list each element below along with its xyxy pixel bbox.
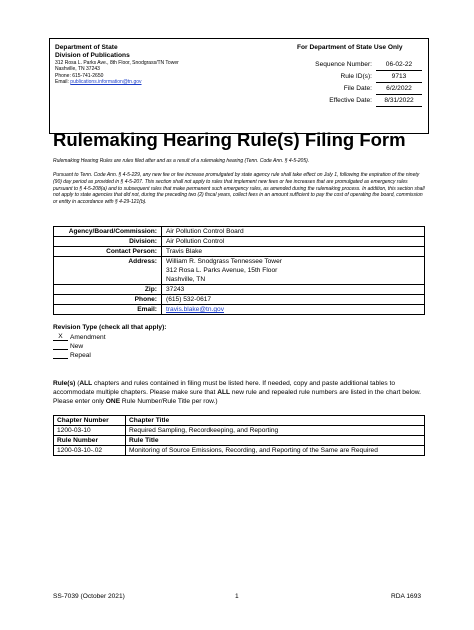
rules-text-3: new rule and repealed rule numbers are listed in the chart below. Please enter only — [53, 388, 421, 405]
contact-email-link[interactable]: travis.blake@tn.gov — [166, 306, 225, 313]
rules-text-4: Rule Number/Rule Title per row.) — [120, 397, 218, 405]
publications-phone: Phone: 615-741-2650 — [55, 72, 104, 79]
publications-address: 312 Rosa L. Parks Ave., 8th Floor, Snodgrass/TN Tower — [55, 60, 179, 66]
agency-contact-table — [53, 226, 425, 315]
department-name: Department of State — [55, 44, 118, 51]
rules-one: ONE — [105, 397, 121, 405]
phone-value[interactable]: (615) 532-0617 — [162, 295, 425, 305]
division-row — [54, 237, 425, 247]
email-value[interactable] — [162, 305, 425, 315]
email-row — [54, 305, 425, 315]
chapter-title-cell[interactable]: Required Sampling, Recordkeeping, and Reporting — [126, 426, 425, 436]
rule-id-value[interactable]: 9713 — [376, 73, 422, 83]
revision-type-title: Revision Type (check all that apply): — [53, 324, 167, 331]
intro-note: Rulemaking Hearing Rules are rules filed after and as a result of a rulemaking hearing (Tenn. Code Ann. § 4-5-205). — [53, 158, 310, 164]
effective-date-value[interactable]: 8/31/2022 — [376, 97, 422, 107]
form-title: Rulemaking Hearing Rule(s) Filing Form — [53, 129, 406, 150]
rule-number-header: Rule Number — [54, 436, 126, 446]
zip-label: Zip: — [54, 285, 162, 295]
address-label: Address: — [54, 257, 162, 285]
revision-amendment[interactable] — [53, 333, 203, 342]
chapter-number-header: Chapter Number — [54, 416, 126, 426]
repeal-checkbox[interactable] — [53, 351, 68, 359]
sequence-number-value[interactable]: 06-02-22 — [376, 61, 422, 71]
email-label: Email: — [54, 305, 162, 315]
sequence-number-row — [260, 61, 422, 73]
state-use-only-title: For Department of State Use Only — [297, 44, 403, 51]
address-line-1: William R. Snodgrass Tennessee Tower — [166, 258, 282, 265]
amendment-checkbox[interactable]: X — [53, 333, 68, 341]
agency-value[interactable]: Air Pollution Control Board — [162, 227, 425, 237]
division-name: Division of Publications — [55, 52, 130, 59]
repeal-label: Repeal — [70, 352, 91, 359]
address-row — [54, 257, 425, 285]
amendment-label: Amendment — [70, 334, 106, 341]
rule-header-row — [54, 436, 425, 446]
contact-person-row — [54, 247, 425, 257]
address-value[interactable] — [162, 257, 425, 285]
effective-date-label: Effective Date: — [329, 97, 372, 104]
revision-new[interactable] — [53, 342, 203, 351]
chapter-row — [54, 426, 425, 436]
address-line-3: Nashville, TN — [166, 276, 206, 283]
rule-row — [54, 446, 425, 456]
chapter-number-cell[interactable]: 1200-03-10 — [54, 426, 126, 436]
chapter-title-header: Chapter Title — [126, 416, 425, 426]
agency-row — [54, 227, 425, 237]
effective-date-row — [260, 97, 422, 109]
rule-title-header: Rule Title — [126, 436, 425, 446]
fee-statute-paragraph: Pursuant to Tenn. Code Ann. § 4-5-229, any new fee or fee increase promulgated by state agency rule shall take effect on July 1, following the expiration of the ninety (90) day period as provided in § 4-5-207. This section shall not apply to rules that implement new fees or fee increases that are promulgated as emergency rules pursuant to § 4-5-208(a) and to subsequent rules that make permanent such emergency rules, as amended during the rulemaking process. In addition, this section shall not apply to state agencies that did not, during the preceding two (2) fiscal years, collect fees in an amount sufficient to pay the cost of operating the board, commission or entity in accordance with § 4-29-121(b). — [53, 172, 425, 206]
publications-email-link[interactable]: publications.information@tn.gov — [70, 78, 142, 85]
rule-id-label: Rule ID(s): — [340, 73, 372, 80]
rules-word: Rule(s) — [53, 380, 76, 387]
publications-email — [55, 79, 245, 85]
new-checkbox[interactable] — [53, 342, 68, 350]
phone-label: Phone: — [54, 295, 162, 305]
publications-email-label: Email: — [55, 78, 69, 85]
phone-row — [54, 295, 425, 305]
rule-title-cell[interactable]: Monitoring of Source Emissions, Recording, and Reporting of the Same are Required — [126, 446, 425, 456]
revision-repeal[interactable] — [53, 351, 203, 360]
rule-id-row — [260, 73, 422, 85]
publications-city: Nashville, TN 37243 — [55, 66, 100, 73]
publications-contact-block — [55, 44, 245, 85]
rule-number-cell[interactable]: 1200-03-10-.02 — [54, 446, 126, 456]
chapter-header-row — [54, 416, 425, 426]
rules-all-2: ALL — [217, 388, 231, 396]
division-label: Division: — [54, 237, 162, 247]
agency-label: Agency/Board/Commission: — [54, 227, 162, 237]
rules-instructions — [53, 380, 425, 406]
footer-form-id: SS-7039 (October 2021) — [53, 593, 125, 600]
contact-person-value[interactable]: Travis Blake — [162, 247, 425, 257]
rules-table — [53, 415, 425, 456]
address-line-2: 312 Rosa L. Parks Avenue, 15th Floor — [166, 267, 278, 274]
zip-value[interactable]: 37243 — [162, 285, 425, 295]
file-date-label: File Date: — [343, 85, 372, 92]
rules-text-2: chapters and rules contained in filing must be listed here. If needed, copy and paste additional tables to accommodate multiple chapters. Please make sure that — [53, 380, 395, 396]
footer-page-number: 1 — [235, 593, 239, 600]
division-value[interactable]: Air Pollution Control — [162, 237, 425, 247]
file-date-value[interactable]: 6/2/2022 — [376, 85, 422, 95]
zip-row — [54, 285, 425, 295]
rules-all-1: ALL — [79, 380, 93, 387]
rules-text-1: ( — [75, 380, 80, 387]
footer-rda: RDA 1693 — [391, 593, 422, 600]
sequence-number-label: Sequence Number: — [315, 61, 372, 68]
new-label: New — [70, 343, 84, 350]
contact-person-label: Contact Person: — [54, 247, 162, 257]
file-date-row — [260, 85, 422, 97]
